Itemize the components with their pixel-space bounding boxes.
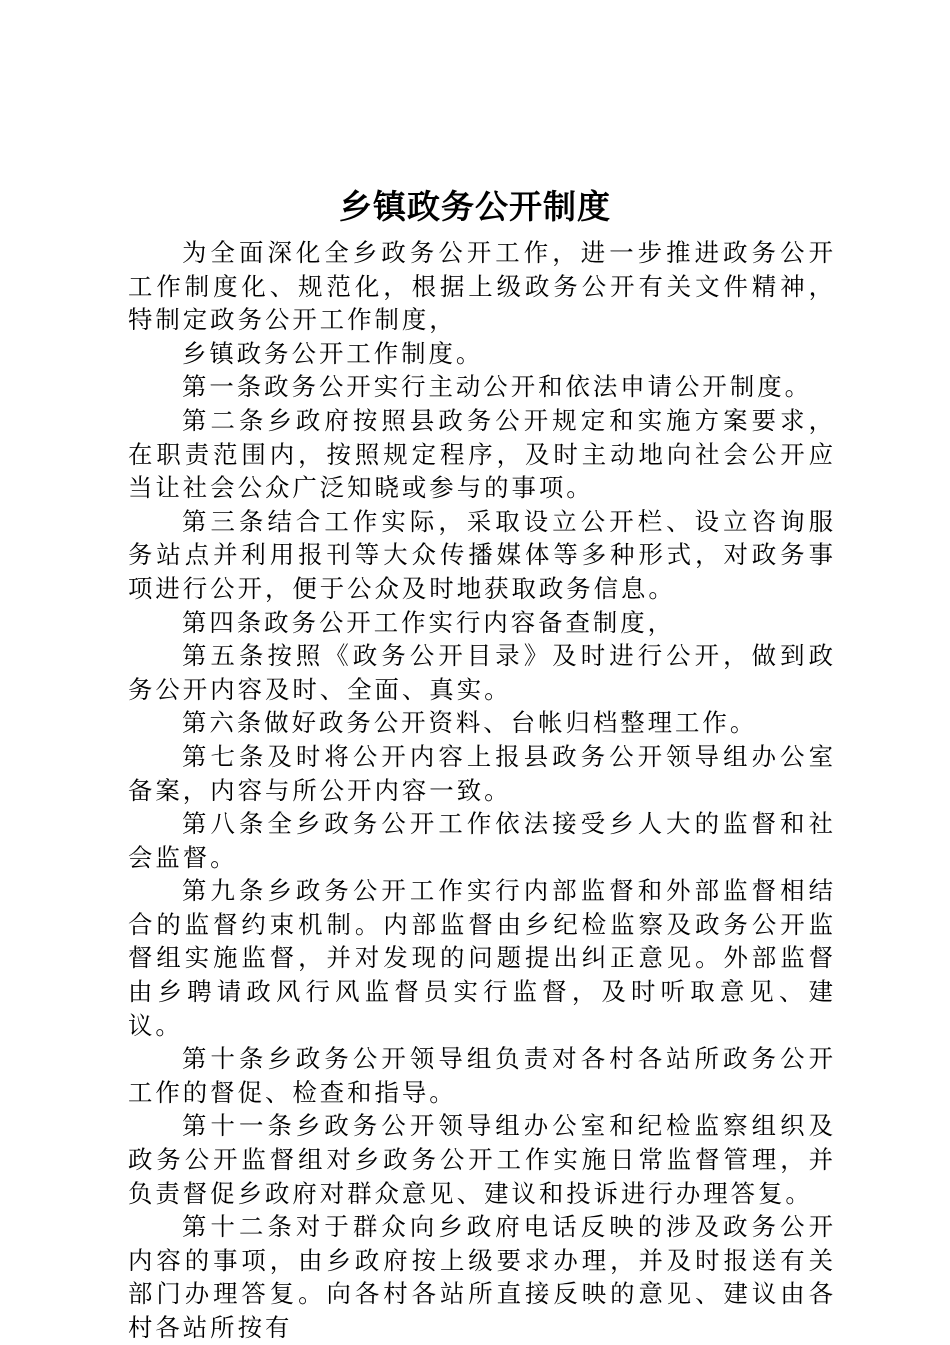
document-title: 乡镇政务公开制度 [339,187,611,226]
paragraph-article-12: 第十二条对于群众向乡政府电话反映的涉及政务公开内容的事项，由乡政府按上级要求办理，并及时报送有关部门办理答复。向各村各站所直接反映的意见、建议由各村各站所按有 [128,1212,836,1342]
paragraph-article-8: 第八条全乡政务公开工作依法接受乡人大的监督和社会监督。 [128,809,836,872]
paragraph-article-3: 第三条结合工作实际，采取设立公开栏、设立咨询服务站点并利用报刊等大众传播媒体等多种形式，对政务事项进行公开，便于公众及时地获取政务信息。 [128,506,836,603]
paragraph-article-4: 第四条政务公开工作实行内容备查制度， [182,607,676,637]
paragraph-intro: 为全面深化全乡政务公开工作，进一步推进政务公开工作制度化、规范化，根据上级政务公开有关文件精神，特制定政务公开工作制度， [128,238,836,335]
paragraph-article-1: 第一条政务公开实行主动公开和依法申请公开制度。 [182,372,812,402]
document-body [128,236,836,1345]
paragraph-article-6: 第六条做好政务公开资料、台帐归档整理工作。 [182,708,758,738]
paragraph-article-9: 第九条乡政务公开工作实行内部监督和外部监督相结合的监督约束机制。内部监督由乡纪检监察及政务公开监督组实施监督，并对发现的问题提出纠正意见。外部监督由乡聘请政风行风监督员实行监督，及时听取意见、建议。 [128,876,836,1040]
paragraph-system-name: 乡镇政务公开工作制度。 [182,338,484,368]
paragraph-article-5: 第五条按照《政务公开目录》及时进行公开，做到政务公开内容及时、全面、真实。 [128,641,836,704]
paragraph-article-10: 第十条乡政务公开领导组负责对各村各站所政务公开工作的督促、检查和指导。 [128,1044,836,1107]
paragraph-article-11: 第十一条乡政务公开领导组办公室和纪检监察组织及政务公开监督组对乡政务公开工作实施日常监督管理，并负责督促乡政府对群众意见、建议和投诉进行办理答复。 [128,1111,836,1208]
paragraph-article-2: 第二条乡政府按照县政务公开规定和实施方案要求，在职责范围内，按照规定程序，及时主动地向社会公开应当让社会公众广泛知晓或参与的事项。 [128,405,836,503]
paragraph-article-7: 第七条及时将公开内容上报县政务公开领导组办公室备案，内容与所公开内容一致。 [128,741,836,805]
